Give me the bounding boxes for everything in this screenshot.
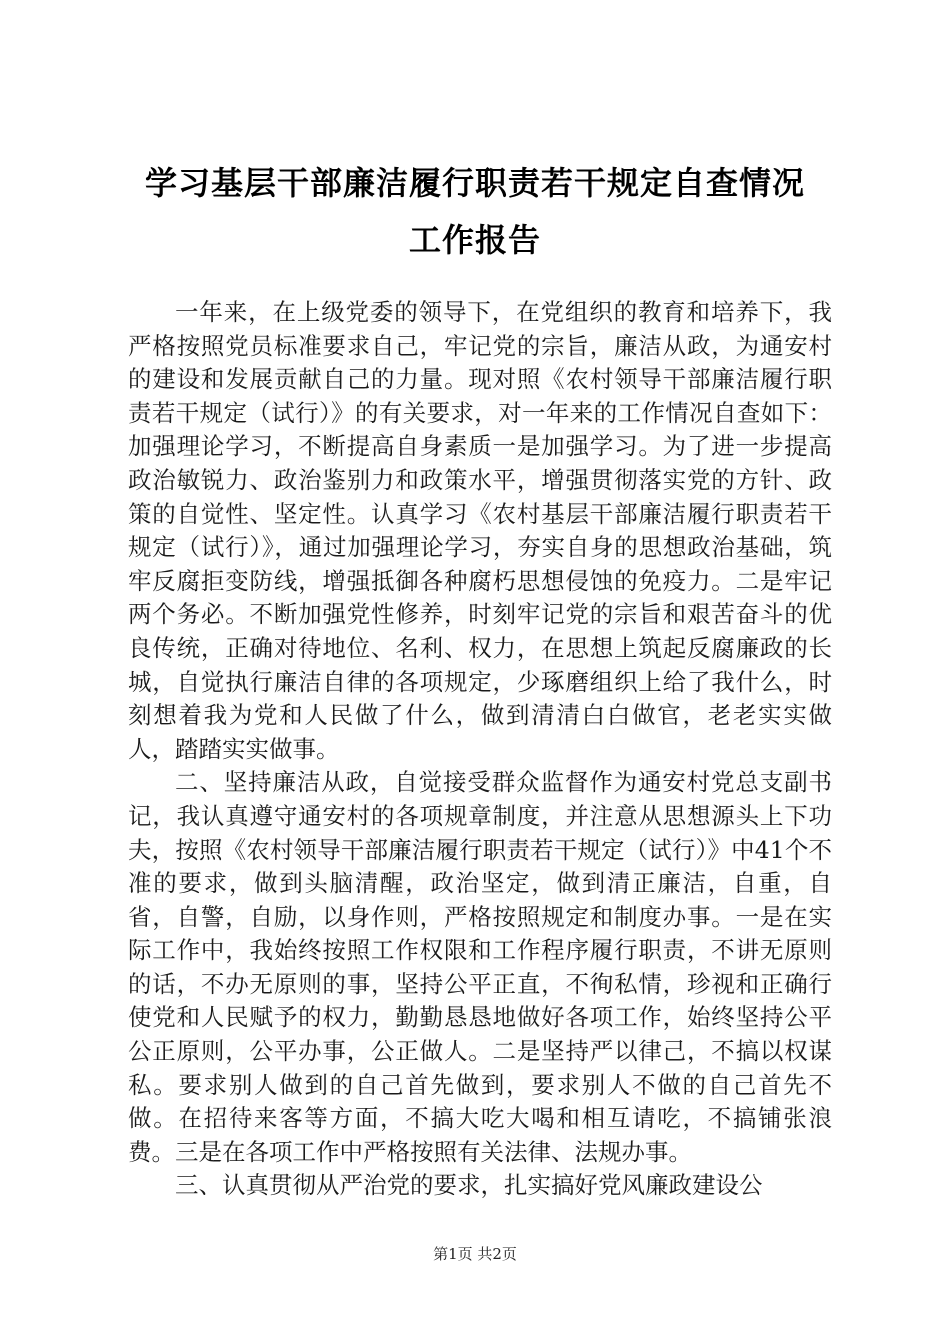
paragraph: 三、认真贯彻从严治党的要求，扎实搞好党风廉政建设公 (175, 1171, 763, 1200)
document-title-line-2: 工作报告 (408, 221, 541, 259)
paragraph: 一年来，在上级党委的领导下，在党组织的教育和培养下，我严格按照党员标准要求自己，牢记党的宗旨，廉洁从政，为通安村的建设和发展贡献自己的力量。现对照《农村领导干部廉洁履行职责若干规定（试行）》的有关要求，对一年来的工作情况自查如下：加强理论学习，不断提高自身素质一是加强学习。为了进一步提高政治敏锐力、政治鉴别力和政策水平，增强贯彻落实党的方针、政策的自觉性、坚定性。认真学习《农村基层干部廉洁履行职责若干规定（试行）》，通过加强理论学习，夯实自身的思想政治基础，筑牢反腐拒变防线，增强抵御各种腐朽思想侵蚀的免疫力。二是牢记两个务必。不断加强党性修养，时刻牢记党的宗旨和艰苦奋斗的优良传统，正确对待地位、名利、权力，在思想上筑起反腐廉政的长城，自觉执行廉洁自律的各项规定，少琢磨组织上给了我什么，时刻想着我为党和人民做了什么，做到清清白白做官，老老实实做人，踏踏实实做事。 (128, 298, 832, 763)
document-body (128, 296, 832, 1203)
page-number: 第1页 共2页 (433, 1245, 517, 1263)
document-title-line-1: 学习基层干部廉洁履行职责若干规定自查情况 (144, 164, 805, 202)
paragraph: 二、坚持廉洁从政，自觉接受群众监督作为通安村党总支副书记，我认真遵守通安村的各项规章制度，并注意从思想源头上下功夫，按照《农村领导干部廉洁履行职责若干规定（试行）》中41个不准的要求，做到头脑清醒，政治坚定，做到清正廉洁，自重，自省，自警，自励，以身作则，严格按照规定和制度办事。一是在实际工作中，我始终按照工作权限和工作程序履行职责，不讲无原则的话，不办无原则的事，坚持公平正直，不徇私情，珍视和正确行使党和人民赋予的权力，勤勤恳恳地做好各项工作，始终坚持公平公正原则，公平办事，公正做人。二是坚持严以律己，不搞以权谋私。要求别人做到的自己首先做到，要求别人不做的自己首先不做。在招待来客等方面，不搞大吃大喝和相互请吃，不搞铺张浪费。三是在各项工作中严格按照有关法律、法规办事。 (128, 768, 832, 1166)
